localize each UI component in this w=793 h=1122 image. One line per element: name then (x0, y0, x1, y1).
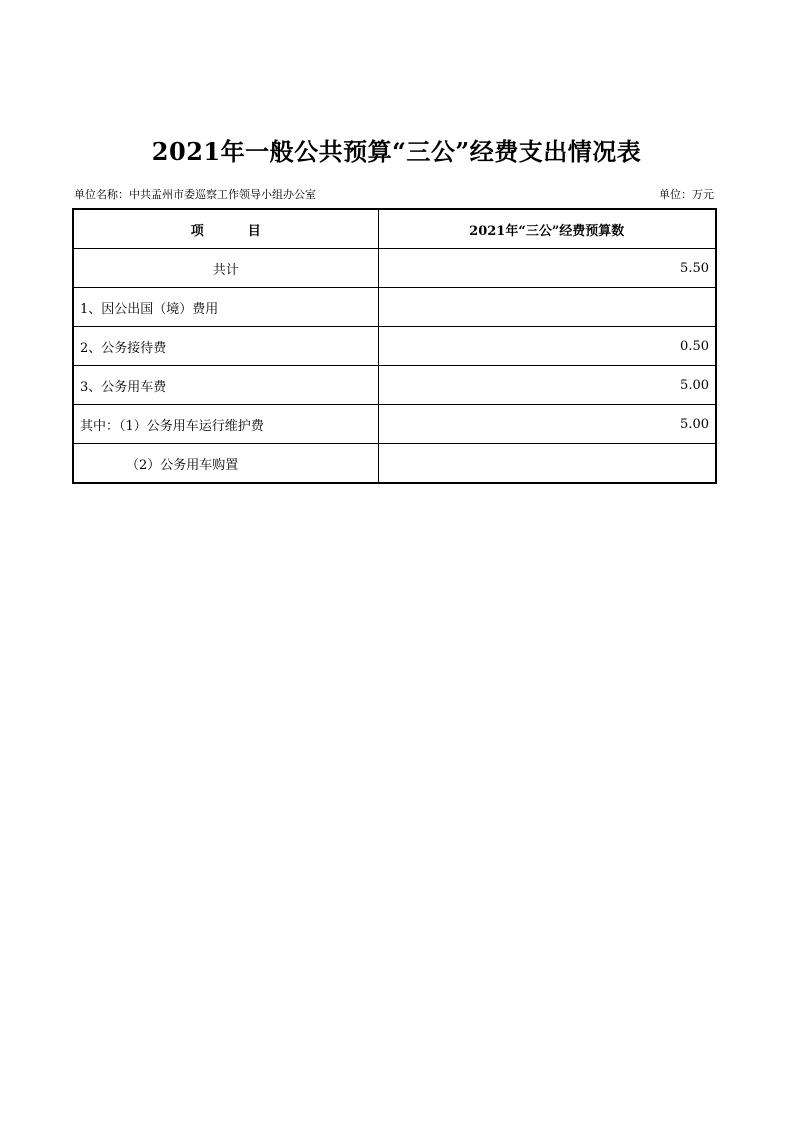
row-label-total: 共计 (73, 249, 378, 288)
unit-measure-label: 单位：万元 (659, 188, 714, 201)
table-row-vehicle (73, 366, 716, 405)
row-label-vehicle-purchase: （2）公务用车购置 (73, 444, 378, 484)
budget-table (72, 208, 717, 484)
table-row-vehicle-maintenance (73, 405, 716, 444)
row-value-total: 5.50 (378, 249, 716, 288)
header-item-part-2: 目 (247, 223, 261, 239)
table-header-row (73, 209, 716, 249)
table-row-vehicle-purchase (73, 444, 716, 484)
row-value-overseas (378, 288, 716, 327)
page-title: 2021年一般公共预算“三公”经费支出情况表 (151, 137, 642, 166)
row-value-vehicle-maintenance: 5.00 (378, 405, 716, 444)
header-item-part-1: 项 (190, 223, 204, 239)
table-row-total (73, 249, 716, 288)
row-label-vehicle-maintenance: 其中：（1）公务用车运行维护费 (73, 405, 378, 444)
header-item (73, 209, 378, 249)
row-value-reception: 0.50 (378, 327, 716, 366)
row-value-vehicle-purchase (378, 444, 716, 484)
table-row-overseas (73, 288, 716, 327)
table-row-reception (73, 327, 716, 366)
row-label-overseas: 1、因公出国（境）费用 (73, 288, 378, 327)
row-value-vehicle: 5.00 (378, 366, 716, 405)
unit-org-label: 单位名称：中共孟州市委巡察工作领导小组办公室 (74, 188, 316, 201)
row-label-vehicle: 3、公务用车费 (73, 366, 378, 405)
row-label-reception: 2、公务接待费 (73, 327, 378, 366)
header-value: 2021年“三公”经费预算数 (378, 209, 716, 249)
